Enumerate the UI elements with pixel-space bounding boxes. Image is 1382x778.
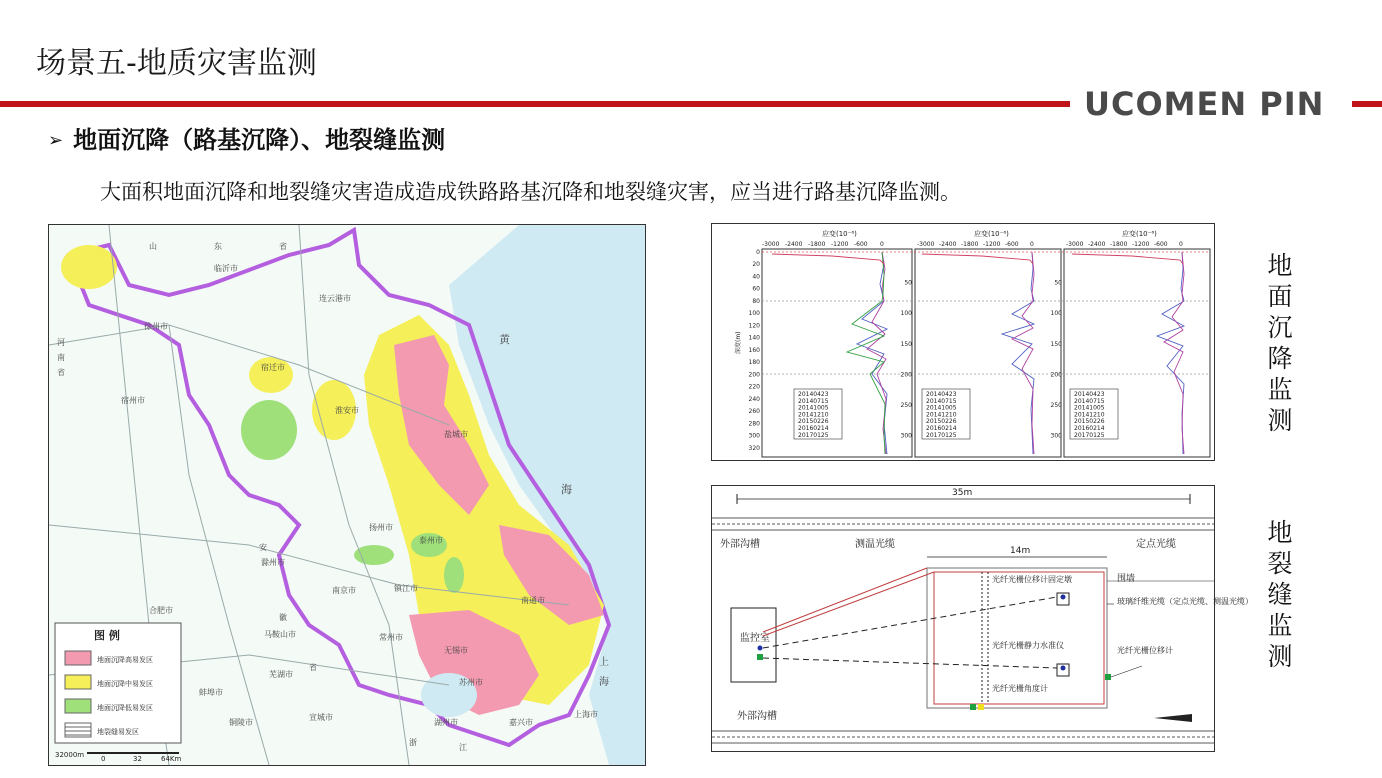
bullet-arrow-icon: ➢	[48, 130, 64, 151]
map-label: 海	[561, 483, 572, 496]
legend-swatch-high	[65, 651, 91, 665]
brand-logo-text: UCOMEN PIN	[1084, 85, 1325, 123]
svg-text:-2400: -2400	[1088, 241, 1106, 248]
y-tick-label: 150	[900, 340, 912, 348]
legend-date: 20140423	[798, 391, 829, 398]
map-label: 淮安市	[335, 406, 359, 415]
page-title: 场景五-地质灾害监测	[36, 46, 317, 81]
dim-14m-label: 14m	[1010, 546, 1031, 556]
fissure-monitoring-label	[1265, 517, 1295, 672]
fissure-diagram-svg	[712, 486, 1253, 751]
legend-label: 地面沉降中易发区	[97, 680, 153, 688]
map-label: 南京市	[332, 586, 356, 595]
svg-text:0: 0	[1179, 241, 1183, 248]
label-grating-disp2: 光纤光栅位移计	[1117, 646, 1173, 655]
y-tick-label: 300	[1050, 432, 1062, 440]
sensor-yellow-bottom	[978, 704, 984, 710]
y-tick-label: 50	[1054, 279, 1062, 287]
map-label: 安	[259, 543, 267, 552]
map-label: 无锡市	[444, 646, 468, 655]
legend-date: 20141005	[926, 404, 957, 412]
y-tick-label: 50	[904, 279, 912, 287]
map-legend-title: 图 例	[94, 629, 120, 642]
map-label: 马鞍山市	[264, 630, 296, 639]
y-tick-label: 60	[752, 285, 760, 293]
legend-date: 20150226	[926, 418, 957, 426]
map-label: 苏州市	[459, 678, 483, 687]
brand-logo	[1082, 83, 1348, 123]
y-tick-label: 150	[1050, 340, 1062, 348]
legend-label: 地面沉降高易发区	[97, 656, 153, 664]
monitor-dot	[758, 646, 763, 651]
svg-text:-1200: -1200	[831, 241, 849, 248]
map-label: 镇江市	[394, 584, 418, 593]
map-label: 省	[57, 368, 65, 377]
section-heading	[48, 120, 445, 155]
map-label: 宿迁市	[261, 363, 285, 372]
map-label: 滁州市	[261, 558, 285, 567]
svg-text:0: 0	[1030, 241, 1034, 248]
map-label: 徽	[279, 613, 287, 622]
sensor-green-right	[1105, 674, 1111, 680]
map-label: 山	[149, 242, 157, 251]
vlabel-char: 测	[1267, 406, 1293, 435]
y-tick-label: 0	[756, 249, 760, 256]
legend-date: 20141210	[926, 411, 957, 419]
y-tick-label: 250	[1050, 402, 1062, 410]
map-label: 南通市	[521, 596, 545, 605]
y-tick-label: 260	[748, 408, 760, 416]
y-tick-label: 180	[748, 359, 760, 367]
y-tick-label: 100	[1050, 310, 1062, 318]
label-outer-trench-bottom: 外部沟槽	[737, 711, 777, 722]
title-rule-right	[1352, 101, 1382, 107]
vlabel-char: 沉	[1267, 313, 1293, 342]
y-tick-label: 300	[748, 432, 760, 440]
cables-red	[763, 568, 934, 636]
map-label: 常州市	[379, 633, 403, 642]
panel1-y-ticks	[749, 249, 761, 452]
legend-date: 20141210	[798, 411, 829, 419]
legend-date: 20140715	[926, 397, 957, 405]
map-zone-low-4	[444, 557, 464, 593]
title-rule	[0, 101, 1070, 107]
legend-swatch-low	[65, 699, 91, 713]
svg-text:-3000: -3000	[762, 241, 780, 248]
map-label: 河	[57, 338, 65, 347]
sensor-dot	[1061, 666, 1066, 671]
y-tick-label: 200	[748, 371, 760, 379]
legend-date: 20141210	[1074, 411, 1105, 419]
map-label: 蚌埠市	[199, 688, 223, 697]
y-tick-label: 100	[900, 310, 912, 318]
map-label: 宣城市	[309, 713, 333, 722]
y-tick-label: 140	[748, 334, 760, 342]
map-label: 浙	[409, 738, 417, 747]
legend-date: 20141005	[798, 404, 829, 412]
y-tick-label: 240	[748, 395, 760, 403]
vlabel-char: 测	[1267, 642, 1293, 671]
map-label: 盐城市	[444, 430, 468, 439]
legend-date: 20140423	[926, 391, 957, 398]
strain-x-ticks	[762, 241, 1183, 248]
svg-text:-600: -600	[1154, 241, 1168, 248]
section-heading-text: 地面沉降（路基沉降）、地裂缝监测	[73, 126, 446, 154]
trench-top	[712, 518, 1214, 530]
legend-swatch-mid	[65, 675, 91, 689]
map-zone-low-1	[241, 400, 297, 460]
legend-date: 20170125	[1074, 431, 1105, 439]
y-tick-label: 160	[748, 346, 760, 354]
y-tick-label: 120	[748, 322, 760, 330]
vlabel-char: 地	[1267, 251, 1293, 280]
y-tick-label: 200	[900, 371, 912, 379]
y-tick-label: 250	[900, 402, 912, 410]
monitor-room-box	[731, 608, 776, 682]
svg-text:-1200: -1200	[983, 241, 1001, 248]
map-label: 海	[599, 677, 609, 688]
label-level: 光纤光栅静力水准仪	[992, 641, 1064, 650]
y-tick-label: 80	[752, 297, 760, 305]
strain-chart-svg	[712, 224, 1214, 460]
map-label: 省	[279, 242, 287, 251]
legend-date: 20140423	[1074, 391, 1105, 398]
vlabel-char: 监	[1267, 375, 1293, 404]
label-monitor-room: 监控室	[740, 633, 770, 644]
hazard-map-svg	[49, 225, 645, 765]
fissure-diagram	[711, 485, 1253, 752]
cables-dashed	[763, 597, 1057, 668]
sensor-dot	[1061, 595, 1066, 600]
y-tick-label: 20	[752, 261, 760, 269]
panel2-y-ticks	[901, 280, 913, 440]
map-label: 江	[459, 743, 467, 752]
strain-legend-3	[1070, 389, 1118, 439]
scale-tick: 64Km	[161, 755, 182, 763]
dim-35m-label: 35m	[952, 488, 973, 498]
legend-label: 地裂缝易发区	[97, 728, 139, 736]
map-label: 南	[57, 353, 65, 362]
axis-title: 应变(10⁻⁶)	[974, 230, 1009, 238]
map-label: 上	[599, 657, 609, 668]
map-zone-mid-2	[61, 245, 117, 289]
legend-date: 20170125	[926, 431, 957, 439]
svg-text:-600: -600	[854, 241, 868, 248]
section-description: 大面积地面沉降和地裂缝灾害造成造成铁路路基沉降和地裂缝灾害，应当进行路基沉降监测。	[100, 180, 961, 204]
vlabel-char: 监	[1267, 611, 1293, 640]
label-fixed-cable: 定点光缆	[1136, 539, 1176, 550]
legend-label: 地面沉降低易发区	[97, 704, 153, 712]
leader-lines	[1107, 581, 1214, 677]
svg-text:-1200: -1200	[1132, 241, 1150, 248]
strain-legend-2	[922, 389, 970, 439]
map-label: 黄	[499, 333, 510, 346]
scale-tick: 0	[101, 755, 106, 763]
svg-text:-1800: -1800	[1110, 241, 1128, 248]
svg-text:-3000: -3000	[1066, 241, 1084, 248]
svg-text:-1800: -1800	[961, 241, 979, 248]
svg-text:-2400: -2400	[939, 241, 957, 248]
legend-date: 20140715	[798, 397, 829, 405]
y-tick-label: 100	[748, 310, 760, 318]
map-label: 湖州市	[434, 718, 458, 727]
svg-text:-2400: -2400	[785, 241, 803, 248]
label-angle: 光纤光栅角度计	[992, 684, 1048, 693]
y-tick-label: 300	[900, 432, 912, 440]
vlabel-char: 地	[1267, 518, 1293, 547]
legend-date: 20141005	[1074, 404, 1105, 412]
y-tick-label: 200	[1050, 371, 1062, 379]
vlabel-char: 缝	[1267, 580, 1293, 609]
map-label: 省	[309, 663, 317, 672]
sensor-green-bottom	[970, 704, 976, 710]
svg-text:0: 0	[880, 241, 884, 248]
map-label: 东	[214, 242, 222, 251]
legend-date: 20160214	[798, 425, 829, 432]
label-outer-trench-top: 外部沟槽	[720, 539, 760, 550]
label-wall: 围墙	[1117, 574, 1136, 584]
y-tick-label: 280	[748, 420, 760, 428]
vlabel-char: 面	[1267, 282, 1293, 311]
map-label: 宿州市	[121, 396, 145, 405]
ref-lines	[762, 252, 1210, 374]
label-gfrp: 玻璃纤维光缆（定点光缆、测温光缆）	[1117, 597, 1253, 606]
map-zone-low-2	[354, 545, 394, 565]
map-legend	[55, 623, 181, 743]
label-temp-cable: 测温光缆	[855, 539, 895, 550]
map-label: 连云港市	[319, 294, 351, 303]
vlabel-char: 降	[1267, 344, 1293, 373]
map-label: 芜湖市	[269, 670, 293, 679]
axis-title: 应变(10⁻⁶)	[1122, 230, 1157, 238]
dim-14m	[927, 546, 1107, 557]
map-label: 上海市	[574, 710, 598, 719]
strain-chart	[711, 223, 1215, 461]
y-tick-label: 320	[748, 444, 760, 452]
legend-date: 20160214	[926, 425, 957, 432]
scale-ratio: 32000m	[55, 751, 85, 759]
dim-35m	[737, 488, 1190, 504]
legend-date: 20160214	[1074, 425, 1105, 432]
map-label: 扬州市	[369, 523, 393, 532]
y-tick-label: 220	[748, 383, 760, 391]
legend-date: 20150226	[1074, 418, 1105, 426]
hazard-map	[48, 224, 646, 766]
settlement-monitoring-label	[1265, 250, 1295, 436]
map-label: 泰州市	[419, 536, 443, 545]
map-label: 徐州市	[144, 322, 168, 331]
label-grating-disp: 光纤光栅位移计固定墩	[992, 575, 1072, 584]
legend-date: 20170125	[798, 431, 829, 439]
map-label: 合肥市	[149, 606, 173, 615]
strain-legend-1	[794, 389, 842, 439]
svg-text:-1800: -1800	[808, 241, 826, 248]
svg-text:-600: -600	[1005, 241, 1019, 248]
monitor-green	[757, 654, 763, 660]
legend-date: 20140715	[1074, 397, 1105, 405]
north-arrow-icon	[1154, 714, 1192, 722]
map-label: 临沂市	[214, 264, 238, 273]
map-label: 嘉兴市	[509, 718, 533, 727]
panel3-y-ticks	[1051, 280, 1063, 440]
y-axis-label: 深度(m)	[735, 331, 742, 354]
legend-date: 20150226	[798, 418, 829, 426]
y-tick-label: 40	[752, 273, 760, 281]
vlabel-char: 裂	[1267, 549, 1293, 578]
svg-text:-3000: -3000	[917, 241, 935, 248]
axis-title: 应变(10⁻⁶)	[822, 230, 857, 238]
scale-tick: 32	[133, 755, 142, 763]
trench-bottom	[712, 731, 1214, 743]
map-label: 铜陵市	[229, 718, 253, 727]
